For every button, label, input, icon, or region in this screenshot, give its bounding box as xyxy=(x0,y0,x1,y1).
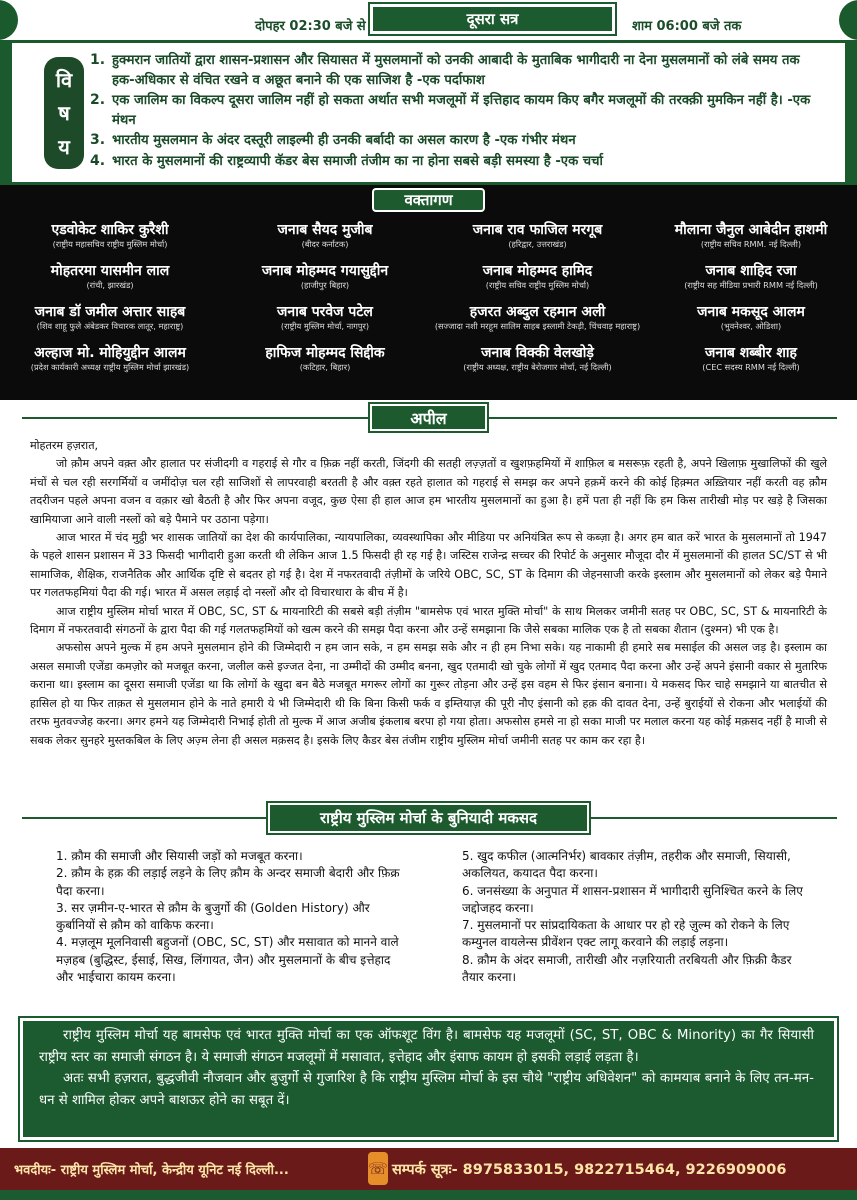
speaker-card xyxy=(645,304,857,338)
speakers-grid xyxy=(0,222,857,379)
objective-item: 1. क़ौम की समाजी और सियासी जड़ों को मजबूत करना। xyxy=(56,849,303,863)
topics-left-bar xyxy=(0,43,12,182)
topics-right-bar xyxy=(845,43,857,182)
speaker-desc: (CEC सदस्य RMM नई दिल्ली) xyxy=(702,362,800,372)
topic-text: भारत के मुसलमानों की राष्ट्रव्यापी कॅडर बेस समाजी तंजीम का ना होना सबसे बड़ी समस्या है -एक चर्चा xyxy=(112,153,603,169)
objective-item: 7. मुसलमानों पर सांप्रदायिकता के आधार पर हो रहे ज़ुल्म को रोकने के लिए कम्युनल वायलेन्स प्रीवेंशन एक्ट लागू करवाने की लड़ाई लड़ना। xyxy=(462,918,790,950)
speaker-desc: (राष्ट्रीय सह मीडिया प्रभारी RMM नई दिल्ली) xyxy=(684,280,818,290)
objective-item: 4. मज़लूम मूलनिवासी बहुजनों (OBC, SC, ST) और मसावात को मानने वाले मज़हब (बुद्धिस्ट, ईसाई, सिख, लिंगायत, जैन) और मुसलमानों के बीच इत्तेहाद और भाईचारा कायम करना। xyxy=(56,935,399,985)
objective-item: 5. खुद कफील (आत्मनिर्भर) बावकार तंज़ीम, तहरीक और समाजी, सियासी, अकलियत, कयादत पैदा करना। xyxy=(462,849,791,881)
topics-label-char: ष xyxy=(58,101,70,126)
speaker-card xyxy=(220,304,430,338)
topic-item xyxy=(90,91,820,130)
topic-number: 4. xyxy=(90,152,106,169)
speaker-card xyxy=(430,304,645,338)
footer-from: भवदीयः- राष्ट्रीय मुस्लिम मोर्चा, केन्द्रीय यूनिट नई दिल्ली... xyxy=(14,1163,289,1178)
bottom-strip xyxy=(0,1190,857,1200)
session-timebar xyxy=(0,0,857,40)
speaker-desc: (सज्जादा नशी मरहूम सालिम साहब इस्लामी टेकड़ी, चिंचवाड़ महाराष्ट्र) xyxy=(434,321,641,331)
speaker-desc: (राष्ट्रीय मुस्लिम मोर्चा, नागपुर) xyxy=(280,321,370,331)
speaker-card xyxy=(430,345,645,379)
speakers-heading: वक्तागण xyxy=(372,188,485,212)
speaker-card xyxy=(430,222,645,256)
about-paragraph: राष्ट्रीय मुस्लिम मोर्चा यह बामसेफ एवं भारत मुक्ति मोर्चा का एक ऑफशूट विंग है। बामसेफ यह मजलूमों (SC, ST, OBC & Minority) का गैर सियासी राष्ट्रीय स्तर का समाजी संगठन है। ये समाजी संगठन मजलूमों में मसावात, इत्तेहाद और इंसाफ कायम हो इसकी लड़ाई लड़ता है। xyxy=(39,1028,814,1065)
phone-icon: ☏ xyxy=(368,1152,388,1185)
speaker-desc: (राष्ट्रीय सचिव राष्ट्रीय मुस्लिम मोर्चा) xyxy=(485,280,590,290)
session-start-time: दोपहर 02:30 बजे से xyxy=(255,19,366,34)
speaker-desc: (राष्ट्रीय सचिव RMM. नई दिल्ली) xyxy=(700,239,802,249)
speaker-card xyxy=(220,263,430,297)
speaker-name: हजरत अब्दुल रहमान अली xyxy=(469,304,606,320)
topic-number: 1. xyxy=(90,52,106,68)
objectives-list-left xyxy=(56,848,400,986)
speaker-name: जनाब परवेज पटेल xyxy=(277,304,373,320)
topic-item xyxy=(90,131,820,151)
speaker-desc: (कटिहार, बिहार) xyxy=(299,362,351,372)
topics-label-char: वि xyxy=(55,68,73,93)
topics-label xyxy=(44,57,84,169)
speaker-desc: (प्रदेश कार्यकारी अध्यक्ष राष्ट्रीय मुस्लिम मोर्चा झारखंड) xyxy=(30,362,190,372)
speaker-name: जनाब मकसूद आलम xyxy=(697,304,805,320)
topics-box xyxy=(0,40,857,185)
decorative-circle-left xyxy=(0,0,18,40)
speaker-name: जनाब राव फाजिल मरगूब xyxy=(472,222,603,238)
objective-item: 8. क़ौम के अंदर समाजी, तारीखी और नज़रियाती तरबियती और फ़िक्री कैडर तैयार करना। xyxy=(462,952,792,985)
speaker-card xyxy=(0,263,220,297)
session-end-time: शाम 06:00 बजे तक xyxy=(632,19,742,34)
appeal-paragraph: अफसोस अपने मुल्क में हम अपने मुसलमान होने की जिम्मेदारी न हम जान सके, न हम समझ सके और न ही हम निभा सके। यह नाकामी ही हमारे सब मसाईल की असल जड़ है। इस्लाम का असल समाजी एजेंडा कमज़ोर को मजबूत करना, जलील कसे इज्जत देना, ना उम्मीदों की उम्मीद बनना, खुद एतमादी खो चुके लोगों में खुद एतमाद पैदा करना और उन्हें अपने इंसानी वकार से मुतारिफ कराना था। इस्लाम का दूसरा समाजी एजेंडा था कि लोगों के खुदा बन बैठे मजबूत मगरूर लोगों का गुरूर तोड़ना और उन्हें इस वहम से फिर इंसान बनाना। ये मकसद फिर चाहे समझाने या बातचीत से हासिल हो या फिर ताक़त से मुसलमान होने के नाते हमारी ये भी जिम्मेदारी थी कि बिना किसी फर्क व इम्तियाज़ की पूरी नौए इंसानी को हक़ की दावत देना, उन्हें बुराईयों से रोकना और भलाईयों की तरफ मुतवज्जेह करना। अगर हमने यह जिम्मेदारी निभाई होती तो मुल्क में आज अजीब इंकलाब बरपा हो गया होता। अफसोस हमसे ना हो सका माजी पर मलाल करना यह कोई मक़सद नहीं है माजी से सबक लेकर सुनहरे मुस्तकबिल के लिए अज़्म लेना ही असल मक़सद है। इसके लिए कैडर बेस तंजीम राष्ट्रीय मुस्लिम मोर्चा जमीनी सतह पर काम कर रहा है। xyxy=(30,641,827,747)
topic-number: 2. xyxy=(90,92,106,108)
session-title: दूसरा सत्र xyxy=(370,4,615,34)
speaker-desc: (हरिद्वार, उत्तराखंड) xyxy=(508,239,567,249)
topics-label-char: य xyxy=(58,134,70,159)
topic-text: हुक्मरान जातियों द्वारा शासन-प्रशासन और सियासत में मुसलमानों को उनकी आबादी के मुताबिक भागीदारी ना देना मुसलमानों को लंबे समय तक हक-अधिकार से वंचित रखने व अछूत बनाने की एक साजिश है -एक पर्दाफाश xyxy=(112,53,800,88)
speaker-card xyxy=(220,345,430,379)
footer xyxy=(0,1148,857,1190)
topic-item xyxy=(90,152,820,172)
speaker-desc: (भुवनेश्वर, ओडिशा) xyxy=(720,321,782,331)
speaker-desc: (बीदर कर्नाटक) xyxy=(301,239,349,249)
objective-item: 3. सर ज़मीन-ए-भारत से क़ौम के बुजुर्गो की (Golden History) और कुर्बानियों से क़ौम को वाकिफ करना। xyxy=(56,900,370,933)
appeal-heading: अपील xyxy=(370,404,487,431)
speaker-name: जनाब शब्बीर शाह xyxy=(705,345,797,361)
topic-text: एक जालिम का विकल्प दूसरा जालिम नहीं हो सकता अर्थात सभी मजलूमों में इत्तिहाद कायम किए बगैर मजलूमों की तरक्क़ी मुमकिन नहीं है। -एक मंथन xyxy=(112,93,811,128)
speaker-name: जनाब डॉ जमील अत्तार साहब xyxy=(34,304,186,320)
speaker-name: जनाब मोहम्मद गयासुद्दीन xyxy=(261,263,389,279)
footer-contact: सम्पर्क सूत्रः- 8975833015, 9822715464, 9226909006 xyxy=(392,1162,787,1178)
speaker-name: एडवोकेट शाकिर कुरैशी xyxy=(51,222,169,238)
topic-item xyxy=(90,51,820,90)
appeal-paragraph: जो क़ौम अपने वक़्त और हालात पर संजीदगी व गहराई से गौर व फ़िक्र नहीं करती, जिंदगी की सतही लज़्ज़तों व खुशफ़हमियों में शाफ़िल ब मसरूफ़ रहती है, अपने खिलाफ़ मुखालिफों की खुले मंचों से चल रही सरगर्मियों व जमींदोज़ चल रही साजिशों से लापरवाही बरतती है और वक़्त रहते हालात को गहराई से समझ कर अपने हक़में करने की कोई हिक़्मत अख़्तियार नहीं करती वह क़ौम तदरीजन पहले अपना वजन व वक़ार खो बैठती है और फिर अपना वजूद, कुछ ऐसा ही हाल आज हम भारतीय मुसलमानों का हुआ है। हमें पता ही नहीं कि हम किस तारीखी मोड़ पर खड़े है जिसका खामियाजा आने वाली नस्लों को बड़े पैमाने पर उठाना पड़ेगा। xyxy=(30,457,827,526)
speaker-desc: (राष्ट्रीय अध्यक्ष, राष्ट्रीय बेरोजगार मोर्चा, नई दिल्ली) xyxy=(463,362,612,372)
speaker-name: जनाब सैयद मुजीब xyxy=(277,222,373,238)
objective-item: 2. क़ौम के हक़ की लड़ाई लड़ने के लिए क़ौम के अन्दर समाजी बेदारी और फ़िक्र पैदा करना। xyxy=(56,866,400,898)
objectives-heading: राष्ट्रीय मुस्लिम मोर्चा के बुनियादी मकसद xyxy=(268,803,589,833)
speaker-name: मोहतरमा यासमीन लाल xyxy=(50,263,170,279)
objective-item: 6. जनसंख्या के अनुपात में शासन-प्रशासन में भागीदारी सुनिश्चित करने के लिए जद्दोजहद करना। xyxy=(462,883,803,915)
speaker-card xyxy=(645,222,857,256)
speaker-card xyxy=(645,263,857,297)
topics-list xyxy=(90,51,820,172)
appeal-paragraph: आज भारत में चंद मुट्ठी भर शासक जातियों का देश की कार्यपालिका, न्यायपालिका, व्यवस्थापिका और मीडिया पर अनियंत्रित रूप से कब्ज़ा है। अगर हम बात करें भारत के मुसलमानों तो 1947 के पहले शासन प्रशासन में 33 फिसदी भागीदारी हुआ करती थी लेकिन आज 1.5 फिसदी ही रह गई है। जस्टिस राजेन्द्र सच्चर की रिपोर्ट के अनुसार मौजूदा दौर में मुसलमानों की हालत SC/ST से भी सामाजिक, शैक्षिक, राजनैतिक और आर्थिक दृष्टि से बदतर हो गई है। देश में नफरतवादी तंज़ीमों के जरिये OBC, SC, ST के दिमाग की जेहनसाजी करके इस्लाम और मुसलमानों को लेकर बड़े पैमाने पर गलतफहमियां पैदा की गई। भारत में असल लड़ाई दो नस्लों और दो विचारधारा के बीच में है। xyxy=(30,531,827,600)
speaker-card xyxy=(0,222,220,256)
speaker-card xyxy=(645,345,857,379)
speaker-name: जनाब विक्की वेलखोड़े xyxy=(481,345,594,361)
about-paragraph: अतः सभी हज़रात, बुद्धजीवी नौजवान और बुजुर्गो से गुजारिश है कि राष्ट्रीय मुस्लिम मोर्चा के इस चौथे "राष्ट्रीय अधिवेशन" को कामयाब बनाने के लिए तन-मन-धन से शामिल होकर अपने बाशऊर होने का सबूत दें। xyxy=(39,1071,814,1108)
topic-text: भारतीय मुसलमान के अंदर दस्तूरी लाइल्मी ही उनकी बर्बादी का असल कारण है -एक गंभीर मंथन xyxy=(112,133,576,148)
speaker-card xyxy=(0,345,220,379)
speaker-desc: (हाजीपुर बिहार) xyxy=(300,280,350,290)
speaker-desc: (शिव शाहू फुले अंबेडकर विचारक लातूर, महाराष्ट्र) xyxy=(36,321,184,331)
speaker-name: अल्हाज मो. मोहियुद्दीन आलम xyxy=(34,345,186,361)
appeal-body xyxy=(30,437,827,750)
appeal-salutation: मोहतरम हज़रात, xyxy=(30,439,99,452)
speaker-desc: (राष्ट्रीय महासचिव राष्ट्रीय मुस्लिम मोर्चा) xyxy=(52,239,168,249)
topic-number: 3. xyxy=(90,132,106,148)
speaker-name: जनाब शाहिद रजा xyxy=(705,263,797,279)
speaker-card xyxy=(0,304,220,338)
speaker-name: मौलाना जैनुल आबेदीन हाशमी xyxy=(674,222,828,238)
about-box xyxy=(20,1018,837,1140)
objectives-list-right xyxy=(462,848,807,986)
speaker-name: हाफिज मोहम्मद सिद्दीक xyxy=(265,345,385,361)
appeal-paragraph: आज राष्ट्रीय मुस्लिम मोर्चा भारत में OBC, SC, ST & मायनारिटी की सबसे बड़ी तंज़ीम "बामसेफ एवं भारत मुक्ति मोर्चा" के साथ मिलकर जमीनी सतह पर OBC, SC, ST & मायनारिटी के दिमाग में नफरतवादी संगठनों के द्वारा पैदा की गई गलतफहमियों को खत्म करने की समझ पैदा करना और उन्हें समझाना कि जैसे सबका मालिक एक है तो सबका शैतान (दुश्मन) भी एक है। xyxy=(30,604,827,637)
decorative-circle-right xyxy=(839,0,857,40)
speaker-name: जनाब मोहम्मद हामिद xyxy=(482,263,593,279)
speaker-card xyxy=(430,263,645,297)
speaker-card xyxy=(220,222,430,256)
speaker-desc: (रांची, झारखंड) xyxy=(86,280,134,290)
